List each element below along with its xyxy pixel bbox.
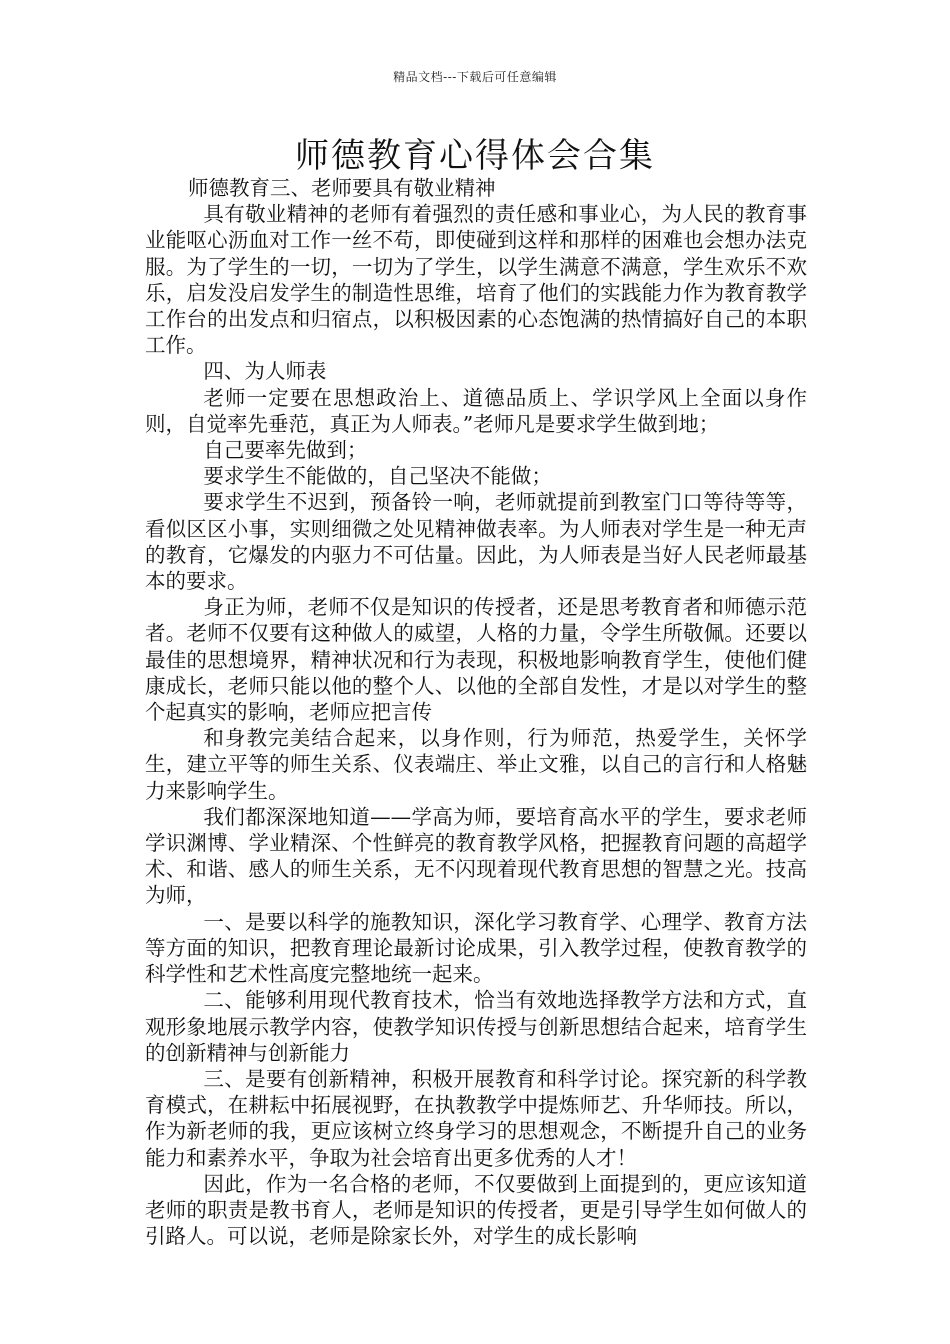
header-note: 精品文档---下载后可任意编辑 xyxy=(393,70,557,84)
paragraph: 我们都深深地知道——学高为师，要培育高水平的学生，要求老师学识渊博、学业精深、个性鲜亮的教育教学风格，把握教育问题的高超学术、和谐、感人的师生关系，无不闪现着现代教育思想的智慧之光。技高为师， xyxy=(145,804,807,908)
section-heading: 四、为人师表 xyxy=(203,359,327,384)
paragraph: 具有敬业精神的老师有着强烈的责任感和事业心，为人民的教育事业能呕心沥血对工作一丝不苟，即使碰到这样和那样的困难也会想办法克服。为了学生的一切，一切为了学生，以学生满意不满意，学生欢乐不欢乐，启发没启发学生的制造性思维，培育了他们的实践能力作为教育教学工作台的出发点和归宿点，以积极因素的心态饱满的热情搞好自己的本职工作。 xyxy=(145,202,807,358)
paragraph: 要求学生不能做的，自己坚决不能做； xyxy=(203,464,552,489)
paragraph: 因此，作为一名合格的老师，不仅要做到上面提到的，更应该知道老师的职责是教书育人，老师是知识的传授者，更是引导学生如何做人的引路人。可以说，老师是除家长外，对学生的成长影响 xyxy=(145,1171,807,1249)
paragraph: 自己要率先做到； xyxy=(203,438,368,463)
paragraph: 身正为师，老师不仅是知识的传授者，还是思考教育者和师德示范者。老师不仅要有这种做人的威望，人格的力量，令学生所敬佩。还要以最佳的思想境界，精神状况和行为表现，积极地影响教育学生，使他们健康成长，老师只能以他的整个人、以他的全部自发性，才是以对学生的整个起真实的影响，老师应把言传 xyxy=(145,595,807,725)
paragraph: 三、是要有创新精神，积极开展教育和科学讨论。探究新的科学教育模式，在耕耘中拓展视野，在执教教学中提炼师艺、升华师技。所以，作为新老师的我，更应该树立终身学习的思想观念，不断提升自己的业务能力和素养水平，争取为社会培育出更多优秀的人才！ xyxy=(145,1066,807,1170)
paragraph: 二、能够利用现代教育技术，恰当有效地选择教学方法和方式，直观形象地展示教学内容，使教学知识传授与创新思想结合起来，培育学生的创新精神与创新能力 xyxy=(145,988,807,1065)
paragraph: 要求学生不迟到，预备铃一响，老师就提前到教室门口等待等等，看似区区小事，实则细微之处见精神做表率。为人师表对学生是一种无声的教育，它爆发的内驱力不可估量。因此，为人师表是当好人民老师最基本的要求。 xyxy=(145,490,807,594)
paragraph: 老师一定要在思想政治上、道德品质上、学识学风上全面以身作则，自觉率先垂范，真正为人师表。”老师凡是要求学生做到地； xyxy=(145,385,807,436)
document-title: 师德教育心得体会合集 xyxy=(295,136,655,176)
paragraph: 和身教完美结合起来，以身作则，行为师范，热爱学生，关怀学生，建立平等的师生关系、仪表端庄、举止文雅，以自己的言行和人格魅力来影响学生。 xyxy=(145,726,807,803)
section-heading: 师德教育三、老师要具有敬业精神 xyxy=(188,176,496,200)
paragraph: 一、是要以科学的施教知识，深化学习教育学、心理学、教育方法等方面的知识，把教育理论最新讨论成果，引入教学过程，使教育教学的科学性和艺术性高度完整地统一起来。 xyxy=(145,909,807,987)
document-body xyxy=(145,175,807,1249)
